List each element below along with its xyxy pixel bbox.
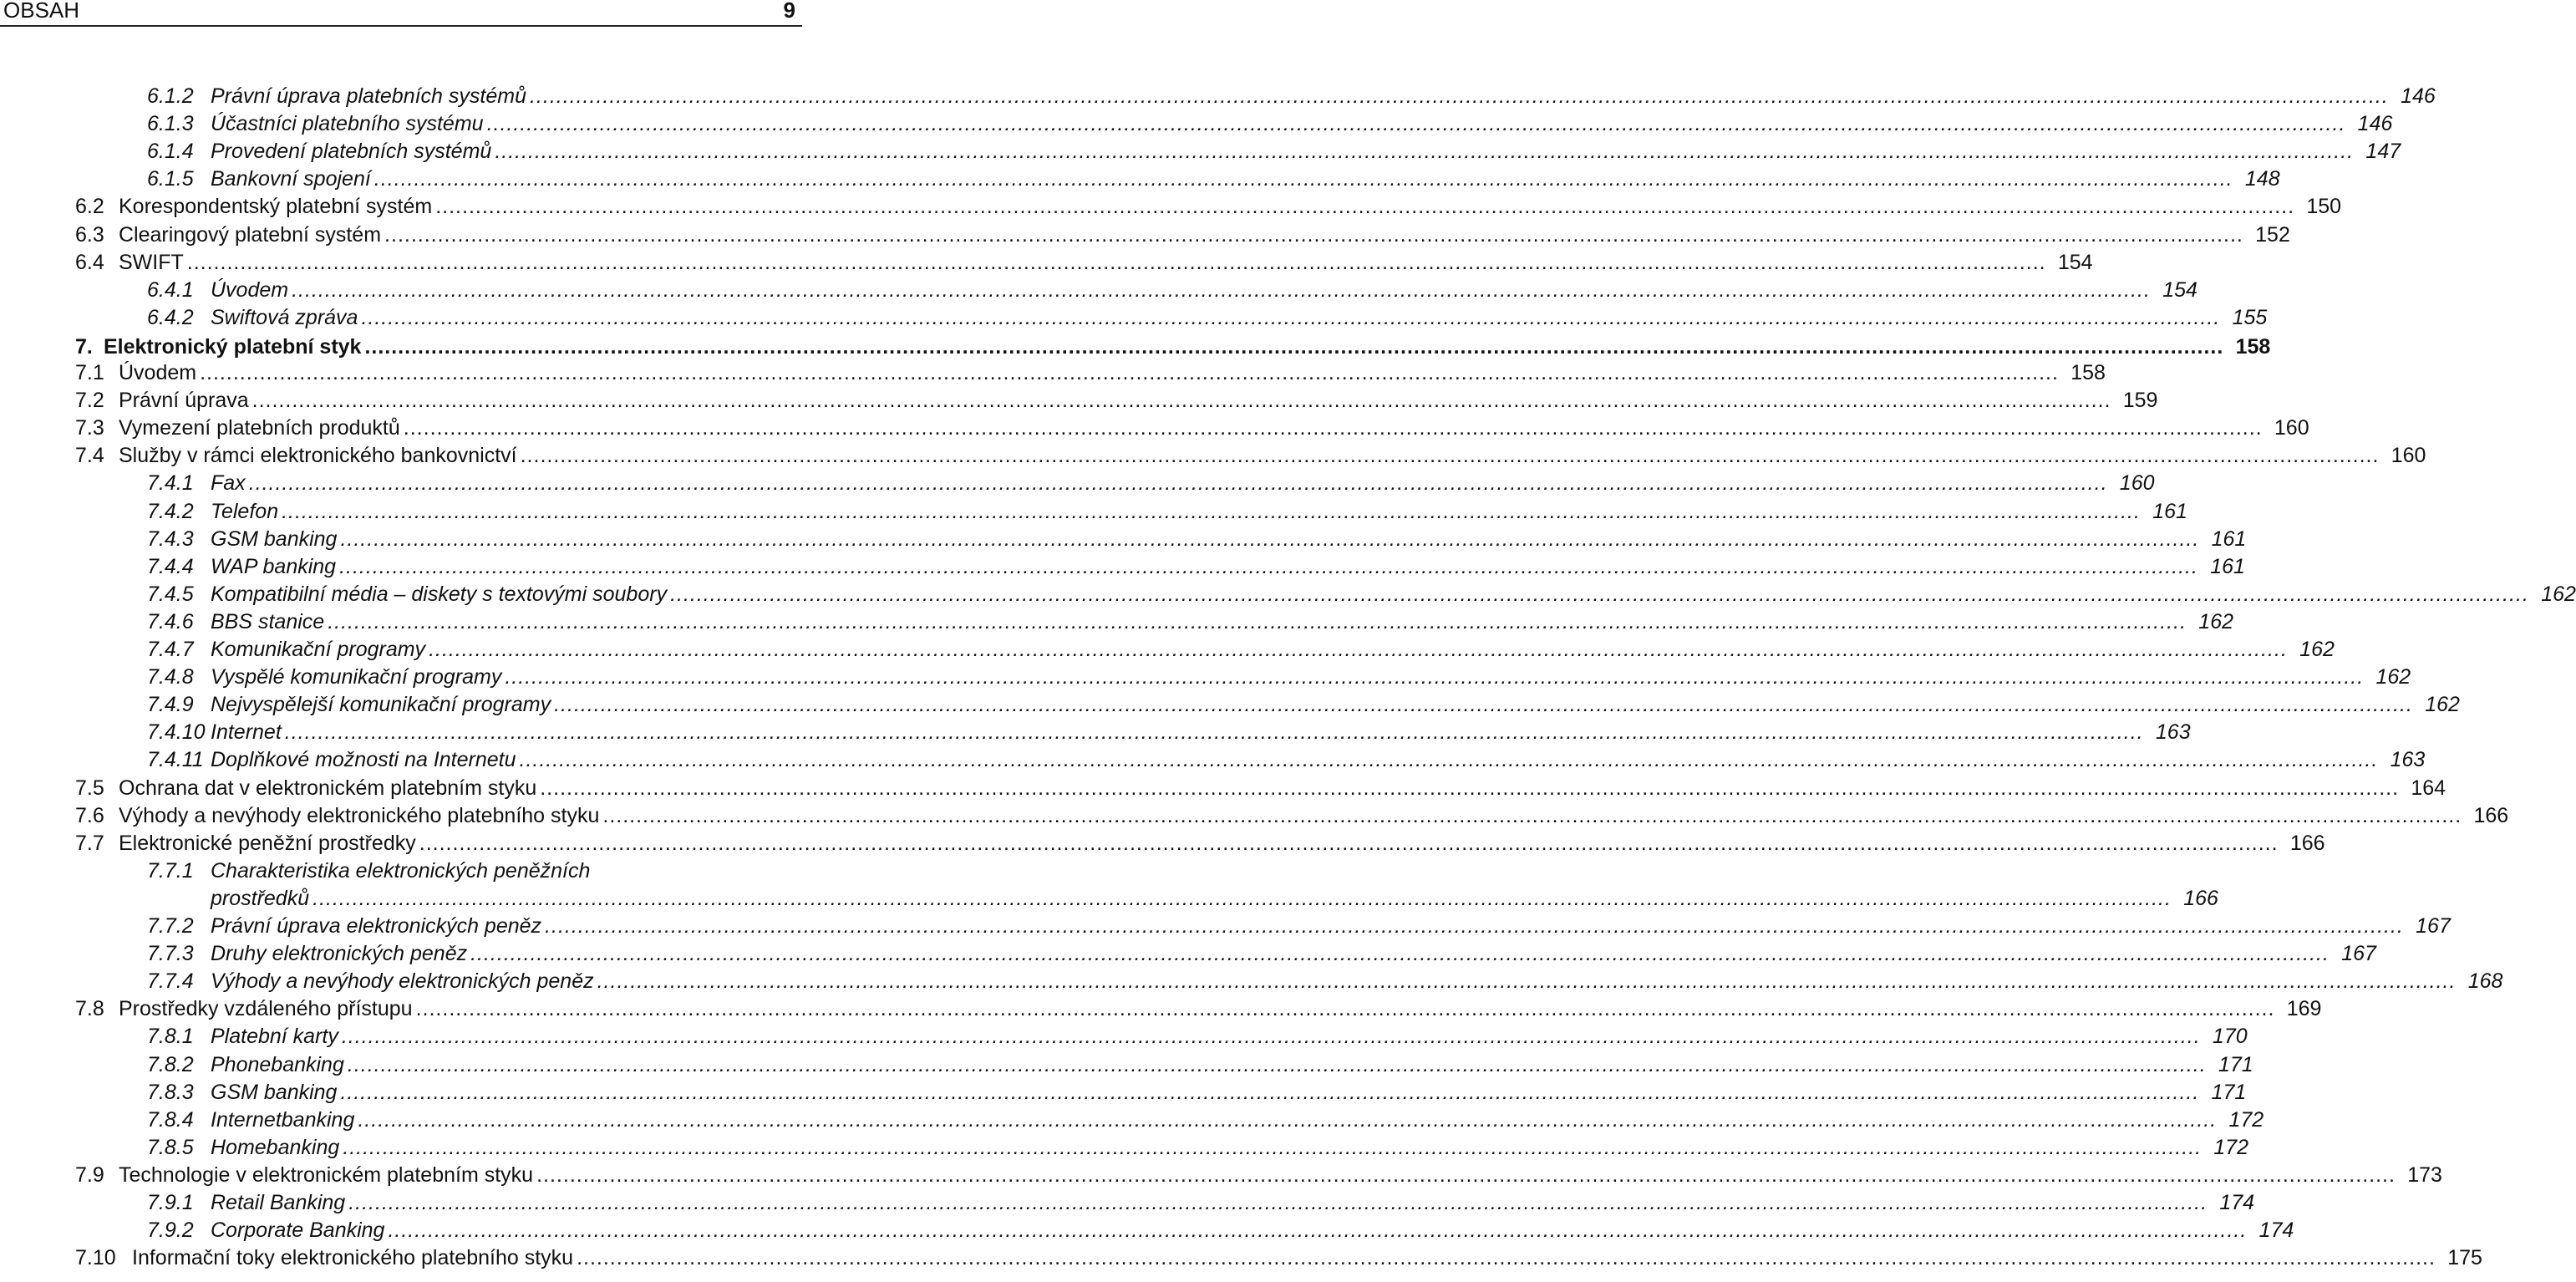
toc-entry[interactable] [75,221,2290,249]
toc-entry-page: 174 [2258,1218,2294,1243]
toc-entry-title: Služby v rámci elektronického bankovnictví [119,444,517,468]
toc-dot-leader [282,498,2141,526]
toc-entry-number: 7.5 [75,776,104,800]
toc-entry-title: GSM banking [211,1080,338,1104]
toc-entry[interactable] [147,277,2197,304]
toc-entry-title: Úvodem [119,361,197,384]
toc-entry-number: 7.4.9 [147,693,194,717]
toc-entry-number: 6.3 [75,222,104,247]
toc-entry-page: 162 [2299,638,2335,661]
toc-entry-title: GSM banking [211,527,338,551]
toc-entry-title: Výhody a nevýhody elektronického platebního styku [119,803,600,827]
toc-entry-number: 7.7.1 [147,858,194,883]
toc-entry-number: 7.4 [75,444,104,468]
toc-entry-page: 146 [2401,84,2436,108]
toc-entry[interactable] [147,1134,2249,1162]
toc-entry[interactable] [147,1189,2255,1217]
toc-entry[interactable] [147,913,2451,940]
toc-entry-title: Druhy elektronických peněz [211,942,468,966]
toc-entry-page: 147 [2365,140,2401,164]
toc-entry-number: 7.7.2 [147,914,194,938]
toc-dot-leader [470,940,2330,968]
toc-entry-number: 6.2 [75,195,104,219]
toc-dot-leader [429,636,2288,664]
toc-entry[interactable] [147,581,2576,608]
toc-entry-number: 7.1 [75,361,104,384]
toc-dot-leader [530,83,2389,110]
toc-dot-leader [292,277,2151,304]
toc-entry[interactable] [147,1217,2294,1244]
toc-entry-page: 171 [2211,1080,2247,1104]
toc-entry-title: Charakteristika elektronických peněžních [211,858,591,883]
toc-entry-page: 164 [2411,776,2446,800]
toc-entry-page: 170 [2212,1025,2248,1049]
toc-entry[interactable] [75,193,2342,221]
toc-entry-page: 154 [2057,250,2093,274]
toc-entry-number: 7.4.11 [147,748,204,772]
toc-entry[interactable] [147,857,798,885]
toc-entry-number: 7.2 [75,389,104,413]
toc-dot-leader [312,885,2172,913]
toc-entry-number: 7.3 [75,416,104,440]
toc-entry-number: 6.1.4 [147,140,194,164]
toc-entry-page: 166 [2473,803,2509,827]
toc-entry-title: SWIFT [119,250,184,274]
toc-dot-leader [361,304,2220,332]
toc-entry[interactable] [75,830,2325,857]
toc-dot-leader [200,359,2059,387]
toc-entry[interactable] [147,691,2460,719]
toc-entry-page: 148 [2244,167,2280,191]
toc-entry-page: 163 [2155,720,2191,745]
toc-entry[interactable] [147,1051,2253,1079]
toc-entry-page: 155 [2232,305,2268,329]
toc-dot-leader [285,719,2144,746]
toc-entry-page: 168 [2467,969,2503,994]
toc-entry[interactable] [147,940,2376,968]
toc-entry[interactable] [147,664,2411,691]
toc-entry-number: 7.4.1 [147,471,194,496]
page-header [0,0,802,27]
toc-entry-title: Retail Banking [211,1191,346,1214]
toc-entry-page: 154 [2162,277,2197,302]
toc-entry-number: 7.6 [75,803,104,827]
toc-entry-title: Internetbanking [211,1107,355,1132]
toc-entry-page: 166 [2289,831,2325,855]
toc-entry-number: 7.7.3 [147,942,194,966]
toc-dot-leader [545,913,2404,940]
toc-entry[interactable] [147,165,2280,193]
toc-entry[interactable] [75,249,2093,277]
toc-entry-title: Bankovní spojení [211,167,371,191]
toc-entry-title: Fax [211,471,246,496]
toc-entry-page: 160 [2274,416,2309,440]
toc-entry-title: Elektronické peněžní prostředky [119,831,416,855]
toc-entry-number: 7.8 [75,997,104,1021]
toc-entry-number: 6.1.5 [147,167,194,191]
toc-entry-title: Informační toky elektronického platebního styku [132,1246,574,1270]
toc-entry-number: 7.4.7 [147,638,194,661]
toc-entry-number: 7.9.1 [147,1191,194,1214]
toc-entry-title: Platební karty [211,1025,338,1049]
toc-entry[interactable] [75,1162,2442,1189]
toc-entry-title: Technologie v elektronickém platebním styku [119,1162,534,1187]
toc-entry-title: Účastníci platebního systému [211,112,484,136]
toc-entry[interactable] [75,1244,2482,1272]
toc-entry-page: 162 [2541,582,2576,606]
toc-entry[interactable] [147,885,2218,913]
toc-dot-leader [554,691,2413,719]
toc-entry-title: Provedení platebních systémů [211,140,492,164]
toc-entry[interactable] [75,802,2509,830]
toc-entry-page: 160 [2119,471,2155,496]
toc-entry-title: Clearingový platební systém [119,222,382,247]
toc-entry-title: Ochrana dat v elektronickém platebním styku [119,776,537,800]
toc-entry-title: Kompatibilní média – diskety s textovými soubory [211,582,668,606]
toc-entry[interactable] [147,138,2401,165]
toc-entry-page: 166 [2183,886,2218,910]
toc-entry[interactable] [147,470,2155,497]
toc-entry[interactable] [147,636,2335,664]
toc-entry-title: Právní úprava platebních systémů [211,84,526,108]
toc-entry-number: 6.4 [75,250,104,274]
toc-dot-leader [416,995,2275,1023]
toc-entry-title: Elektronický platební styk [104,334,362,359]
toc-entry-title: Právní úprava [119,389,249,413]
toc-entry-title: Výhody a nevýhody elektronických peněz [211,969,594,994]
toc-entry-page: 152 [2255,222,2290,247]
toc-entry-number: 7.4.5 [147,582,194,606]
toc-entry-title: Prostředky vzdáleného přístupu [119,997,413,1021]
toc-dot-leader [435,193,2294,221]
toc-entry-number: 7.4.4 [147,554,194,578]
toc-entry-title: WAP banking [211,554,337,578]
toc-entry-title: Úvodem [211,277,289,302]
toc-entry-number: 7.8.5 [147,1135,194,1159]
toc-dot-leader [339,553,2198,581]
toc-entry-number: 6.4.1 [147,277,194,302]
toc-dot-leader [252,387,2111,415]
toc-entry-page: 163 [2390,748,2426,772]
toc-entry-number: 7.10 [75,1246,116,1270]
toc-entry-number: 7. [75,334,93,359]
toc-entry-title: prostředků [211,886,310,910]
toc-entry-page: 174 [2219,1191,2255,1214]
toc-entry-page: 162 [2425,693,2460,717]
toc-entry[interactable] [147,526,2247,553]
toc-entry-page: 150 [2306,195,2342,219]
toc-entry-title: Komunikační programy [211,638,426,661]
toc-entry-number: 7.4.3 [147,527,194,551]
toc-dot-leader [358,1106,2217,1134]
toc-entry-number: 7.7.4 [147,969,194,994]
toc-dot-leader [597,968,2457,995]
toc-dot-leader [374,165,2233,193]
toc-entry-title: Vyspělé komunikační programy [211,665,502,689]
toc-dot-leader [340,1079,2199,1106]
toc-entry[interactable] [75,387,2158,415]
toc-entry[interactable] [75,775,2446,802]
toc-dot-leader [328,608,2187,636]
toc-dot-leader [340,526,2199,553]
toc-entry-page: 169 [2286,997,2322,1021]
toc-dot-leader [505,664,2364,691]
page-number: 9 [783,0,795,23]
toc-entry[interactable] [147,553,2245,581]
toc-entry-title: Vymezení platebních produktů [119,416,400,440]
toc-entry-title: BBS stanice [211,609,325,633]
toc-entry[interactable] [147,1023,2248,1051]
toc-entry-page: 158 [2235,334,2271,359]
running-title: OBSAH [3,0,80,23]
toc-entry-title: Phonebanking [211,1052,344,1076]
toc-entry-number: 7.8.3 [147,1080,194,1104]
toc-dot-leader [670,581,2529,608]
toc-dot-leader [487,110,2346,138]
toc-entry-number: 7.8.1 [147,1025,194,1049]
toc-entry[interactable] [75,442,2426,470]
toc-dot-leader [404,415,2263,442]
toc-entry-number: 7.7 [75,831,104,855]
toc-entry-page: 146 [2357,112,2393,136]
toc-dot-leader [388,1217,2247,1244]
toc-entry-number: 7.9 [75,1162,104,1187]
toc-entry-title: Právní úprava elektronických peněz [211,914,542,938]
toc-entry[interactable] [75,333,2271,361]
toc-entry-page: 159 [2122,389,2158,413]
toc-entry[interactable] [147,498,2187,526]
toc-dot-leader [364,333,2223,361]
toc-dot-leader [384,221,2243,249]
toc-entry-number: 7.8.2 [147,1052,194,1076]
toc-entry-number: 7.8.4 [147,1107,194,1132]
toc-dot-leader [521,442,2380,470]
toc-entry-page: 167 [2341,942,2376,966]
toc-entry-title: Swiftová zpráva [211,305,358,329]
toc-entry-page: 160 [2391,444,2426,468]
toc-entry-number: 7.4.10 [147,720,206,745]
toc-entry[interactable] [147,719,2191,746]
toc-entry-title: Corporate Banking [211,1218,385,1243]
toc-entry-page: 162 [2375,665,2411,689]
toc-entry-page: 167 [2416,914,2451,938]
toc-entry-page: 175 [2447,1246,2482,1270]
toc-dot-leader [577,1244,2436,1272]
toc-entry[interactable] [75,359,2106,387]
toc-entry-number: 7.4.2 [147,499,194,523]
toc-entry-page: 161 [2210,554,2245,578]
toc-dot-leader [520,746,2379,774]
toc-entry[interactable] [147,746,2426,774]
toc-entry-page: 173 [2407,1162,2442,1187]
toc-entry-title: Internet [211,720,282,745]
toc-dot-leader [343,1134,2202,1162]
toc-entry[interactable] [147,83,2436,110]
toc-dot-leader [419,830,2279,857]
toc-entry-title: Telefon [211,499,279,523]
toc-entry-title: Doplňkové možnosti na Internetu [211,748,516,772]
toc-entry-page: 158 [2070,361,2106,384]
toc-entry[interactable] [147,968,2503,995]
toc-dot-leader [348,1189,2208,1217]
toc-entry-page: 172 [2213,1135,2249,1159]
toc-entry-title: Nejvyspělejší komunikační programy [211,693,551,717]
toc-entry[interactable] [147,1079,2247,1106]
toc-dot-leader [348,1051,2207,1079]
toc-dot-leader [602,802,2462,830]
toc-dot-leader [187,249,2046,277]
toc-entry[interactable] [147,304,2268,332]
toc-entry-number: 6.4.2 [147,305,194,329]
toc-dot-leader [249,470,2108,497]
toc-entry-page: 172 [2228,1107,2264,1132]
toc-entry-page: 162 [2198,609,2234,633]
toc-entry-number: 6.1.3 [147,112,194,136]
toc-entry-number: 7.4.6 [147,609,194,633]
toc-entry-title: Korespondentský platební systém [119,195,433,219]
toc-dot-leader [540,775,2399,802]
toc-entry-title: Homebanking [211,1135,340,1159]
toc-entry[interactable] [75,995,2322,1023]
toc-dot-leader [536,1162,2396,1189]
toc-entry-number: 7.9.2 [147,1218,194,1243]
toc-entry-page: 161 [2152,499,2187,523]
toc-entry-page: 171 [2218,1052,2253,1076]
toc-entry-number: 7.4.8 [147,665,194,689]
toc-dot-leader [495,138,2354,165]
toc-entry[interactable] [147,608,2234,636]
toc-entry[interactable] [147,110,2393,138]
toc-entry-page: 161 [2211,527,2247,551]
toc-entry-number: 6.1.2 [147,84,194,108]
toc-entry[interactable] [75,415,2309,442]
toc-entry[interactable] [147,1106,2264,1134]
toc-dot-leader [342,1023,2201,1051]
